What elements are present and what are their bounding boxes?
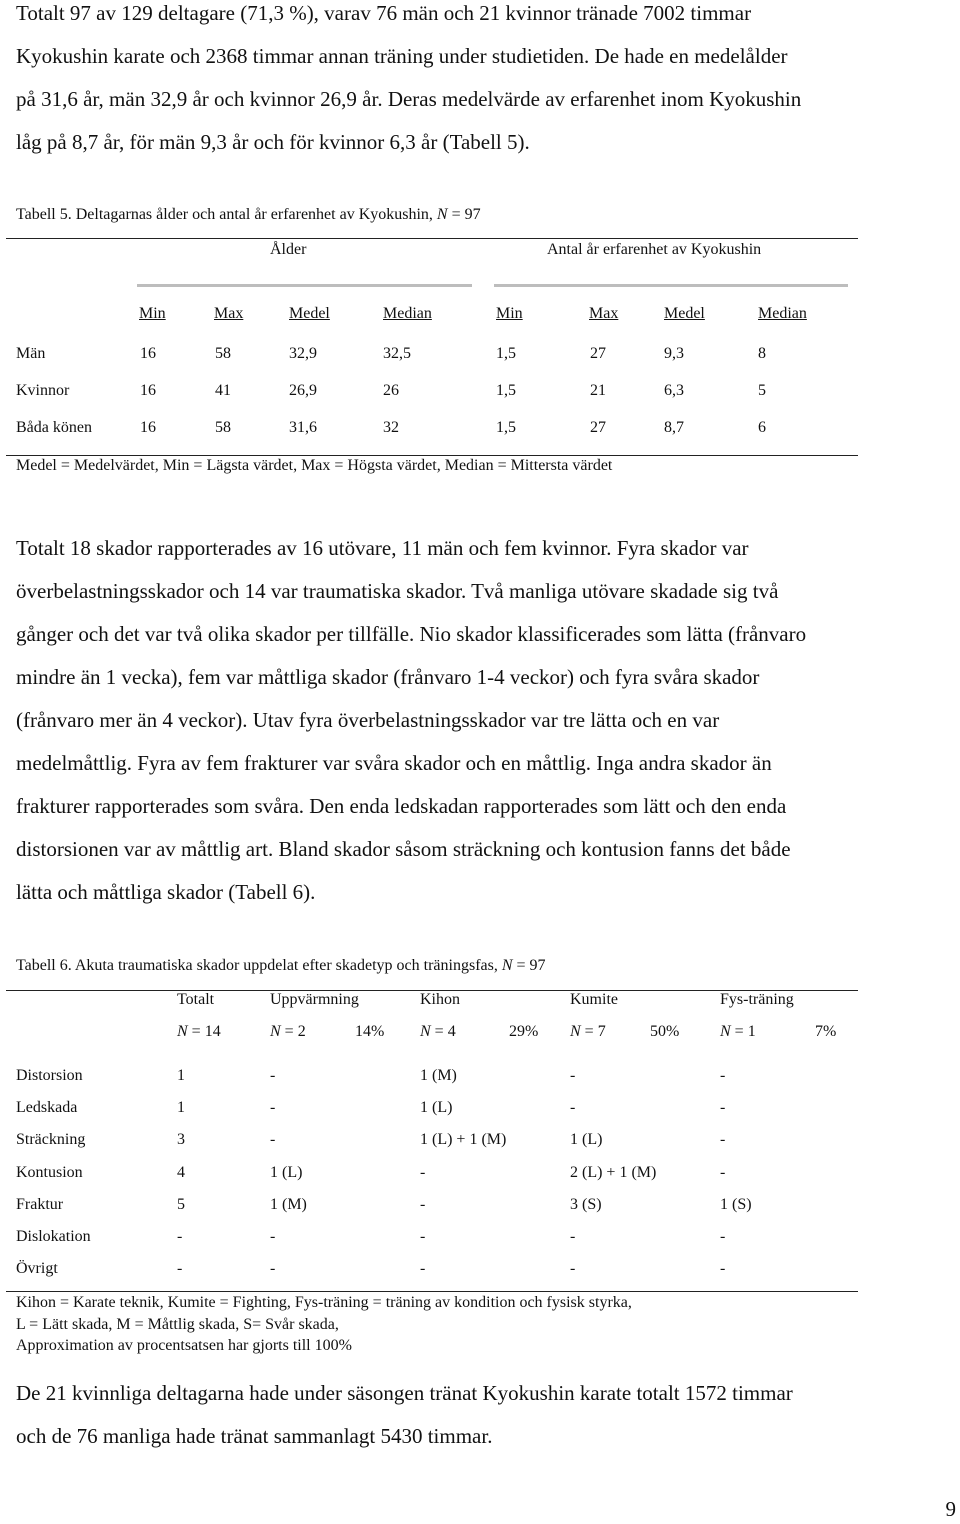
column-header-fys-traning: Fys-träning: [720, 991, 794, 1008]
table-cell: 4: [177, 1164, 185, 1181]
intro-line: Totalt 97 av 129 deltagare (71,3 %), varav 76 män och 21 kvinnor tränade 7002 timmar: [16, 1, 752, 25]
table-cell: 2 (L) + 1 (M): [570, 1164, 657, 1181]
table-cell: 8,7: [664, 419, 684, 436]
table-cell: -: [177, 1228, 183, 1245]
table-cell: 26: [383, 382, 399, 399]
row-label: Män: [16, 345, 46, 362]
table-cell: 32: [383, 419, 399, 436]
table-5-header-min: Min: [496, 305, 523, 322]
table-cell: 1,5: [496, 382, 516, 399]
row-label: Ledskada: [16, 1099, 78, 1116]
table-cell: 1: [177, 1067, 185, 1084]
paragraph-line: lätta och måttliga skador (Tabell 6).: [16, 880, 316, 904]
table-5-group-rule-age: [137, 284, 472, 287]
paragraph-line: gånger och det var två olika skador per tillfälle. Nio skador klassificerades som lätta (frånvaro: [16, 622, 807, 646]
row-label: Fraktur: [16, 1196, 64, 1213]
page-number: 9: [945, 1497, 956, 1521]
column-n-kumite: N = 7: [570, 1023, 606, 1040]
table-5-group-age: Ålder: [270, 241, 307, 258]
table-5-top-rule: [6, 238, 858, 239]
paragraph-line: överbelastningsskador och 14 var traumatiska skador. Två manliga utövare skadade sig två: [16, 579, 779, 603]
table-cell: -: [270, 1067, 276, 1084]
row-label: Kvinnor: [16, 382, 70, 399]
table-cell: 6,3: [664, 382, 684, 399]
column-header-uppvarmning: Uppvärmning: [270, 991, 359, 1008]
table-cell: -: [720, 1260, 726, 1277]
table-cell: -: [270, 1131, 276, 1148]
table-cell: -: [570, 1228, 576, 1245]
table-cell: 1 (M): [270, 1196, 307, 1213]
table-cell: -: [270, 1260, 276, 1277]
table-cell: 9,3: [664, 345, 684, 362]
table-cell: 1,5: [496, 345, 516, 362]
table-cell: 27: [590, 419, 606, 436]
table-cell: -: [570, 1067, 576, 1084]
table-5-header-medel: Medel: [289, 305, 330, 322]
paragraph-line: distorsionen var av måttlig art. Bland skador såsom sträckning och kontusion fanns det både: [16, 837, 791, 861]
table-cell: 16: [140, 382, 156, 399]
table-cell: -: [570, 1099, 576, 1116]
table-cell: -: [420, 1196, 426, 1213]
paragraph-line: De 21 kvinnliga deltagarna hade under säsongen tränat Kyokushin karate totalt 1572 timmar: [16, 1381, 793, 1405]
table-5-header-max: Max: [589, 305, 619, 322]
paragraph-line: och de 76 manliga hade tränat sammanlagt 5430 timmar.: [16, 1424, 493, 1448]
table-cell: -: [420, 1260, 426, 1277]
closing-paragraph: [16, 1372, 956, 1458]
column-pct-uppvarmning: 14%: [355, 1023, 385, 1040]
table-cell: 5: [177, 1196, 185, 1213]
row-label: Övrigt: [16, 1260, 58, 1277]
table-cell: -: [720, 1099, 726, 1116]
paragraph-line: (frånvaro mer än 4 veckor). Utav fyra överbelastningsskador var tre lätta och en var: [16, 708, 720, 732]
table-cell: 58: [215, 419, 231, 436]
table-6-footnote: L = Lätt skada, M = Måttlig skada, S= Svår skada,: [16, 1316, 339, 1333]
injury-paragraph: [16, 527, 956, 914]
table-cell: 1 (L): [420, 1099, 453, 1116]
table-cell: 1: [177, 1099, 185, 1116]
column-header-totalt: Totalt: [177, 991, 215, 1008]
paragraph-line: frakturer rapporterades som svåra. Den enda ledskadan rapporterades som lätt och den enda: [16, 794, 787, 818]
intro-line: låg på 8,7 år, för män 9,3 år och för kvinnor 6,3 år (Tabell 5).: [16, 130, 530, 154]
row-label: Dislokation: [16, 1228, 91, 1245]
table-cell: 58: [215, 345, 231, 362]
table-5-group-experience: Antal år erfarenhet av Kyokushin: [547, 241, 762, 258]
table-5-caption: Tabell 5. Deltagarnas ålder och antal år erfarenhet av Kyokushin, N = 97: [16, 206, 481, 223]
table-cell: 3: [177, 1131, 185, 1148]
table-cell: 1,5: [496, 419, 516, 436]
table-5-footnote: Medel = Medelvärdet, Min = Lägsta värdet, Max = Högsta värdet, Median = Mittersta värdet: [16, 457, 613, 474]
table-cell: -: [570, 1260, 576, 1277]
paragraph-line: Totalt 18 skador rapporterades av 16 utövare, 11 män och fem kvinnor. Fyra skador var: [16, 536, 749, 560]
column-n-uppvarmning: N = 2: [270, 1023, 306, 1040]
table-cell: 1 (M): [420, 1067, 457, 1084]
table-cell: 27: [590, 345, 606, 362]
table-5-group-rule-experience: [494, 284, 848, 287]
table-cell: -: [270, 1228, 276, 1245]
paragraph-line: medelmåttlig. Fyra av fem frakturer var svåra skador och en måttlig. Inga andra skador än: [16, 751, 772, 775]
table-5-header-median: Median: [758, 305, 807, 322]
table-cell: 1 (L): [570, 1131, 603, 1148]
row-label: Distorsion: [16, 1067, 83, 1084]
table-5-header-max: Max: [214, 305, 244, 322]
table-cell: 6: [758, 419, 766, 436]
table-cell: 31,6: [289, 419, 317, 436]
table-cell: 1 (L): [270, 1164, 303, 1181]
table-6-caption: Tabell 6. Akuta traumatiska skador uppdelat efter skadetyp och träningsfas, N = 97: [16, 957, 546, 974]
table-cell: 16: [140, 419, 156, 436]
row-label: Båda könen: [16, 419, 92, 436]
table-cell: 32,5: [383, 345, 411, 362]
table-5-header-median: Median: [383, 305, 432, 322]
column-n-fys-traning: N = 1: [720, 1023, 756, 1040]
column-header-kihon: Kihon: [420, 991, 460, 1008]
column-header-kumite: Kumite: [570, 991, 618, 1008]
column-pct-kumite: 50%: [650, 1023, 680, 1040]
table-cell: 32,9: [289, 345, 317, 362]
table-cell: -: [720, 1067, 726, 1084]
table-cell: -: [720, 1228, 726, 1245]
table-cell: -: [720, 1131, 726, 1148]
row-label: Sträckning: [16, 1131, 86, 1148]
table-cell: -: [420, 1164, 426, 1181]
table-cell: 21: [590, 382, 606, 399]
table-6-footnote: Kihon = Karate teknik, Kumite = Fighting, Fys-träning = träning av kondition och fysisk styrka,: [16, 1294, 632, 1311]
table-cell: -: [177, 1260, 183, 1277]
table-6-bottom-rule: [6, 1291, 858, 1292]
table-5-header-medel: Medel: [664, 305, 705, 322]
column-pct-kihon: 29%: [509, 1023, 539, 1040]
table-cell: 3 (S): [570, 1196, 602, 1213]
row-label: Kontusion: [16, 1164, 83, 1181]
intro-line: på 31,6 år, män 32,9 år och kvinnor 26,9 år. Deras medelvärde av erfarenhet inom Kyokushin: [16, 87, 802, 111]
table-cell: 1 (S): [720, 1196, 752, 1213]
table-cell: 1 (L) + 1 (M): [420, 1131, 507, 1148]
intro-paragraph: [16, 0, 956, 164]
table-cell: 16: [140, 345, 156, 362]
intro-line: Kyokushin karate och 2368 timmar annan träning under studietiden. De hade en medelålder: [16, 44, 788, 68]
table-5-bottom-rule: [6, 455, 858, 456]
table-cell: -: [720, 1164, 726, 1181]
table-cell: 8: [758, 345, 766, 362]
table-cell: 41: [215, 382, 231, 399]
column-n-totalt: N = 14: [177, 1023, 221, 1040]
table-cell: -: [420, 1228, 426, 1245]
column-pct-fys-traning: 7%: [815, 1023, 837, 1040]
table-cell: -: [270, 1099, 276, 1116]
column-n-kihon: N = 4: [420, 1023, 456, 1040]
table-6-footnote: Approximation av procentsatsen har gjorts till 100%: [16, 1337, 352, 1354]
table-5-header-min: Min: [139, 305, 166, 322]
table-cell: 5: [758, 382, 766, 399]
paragraph-line: mindre än 1 vecka), fem var måttliga skador (frånvaro 1-4 veckor) och fyra svåra skador: [16, 665, 760, 689]
table-cell: 26,9: [289, 382, 317, 399]
